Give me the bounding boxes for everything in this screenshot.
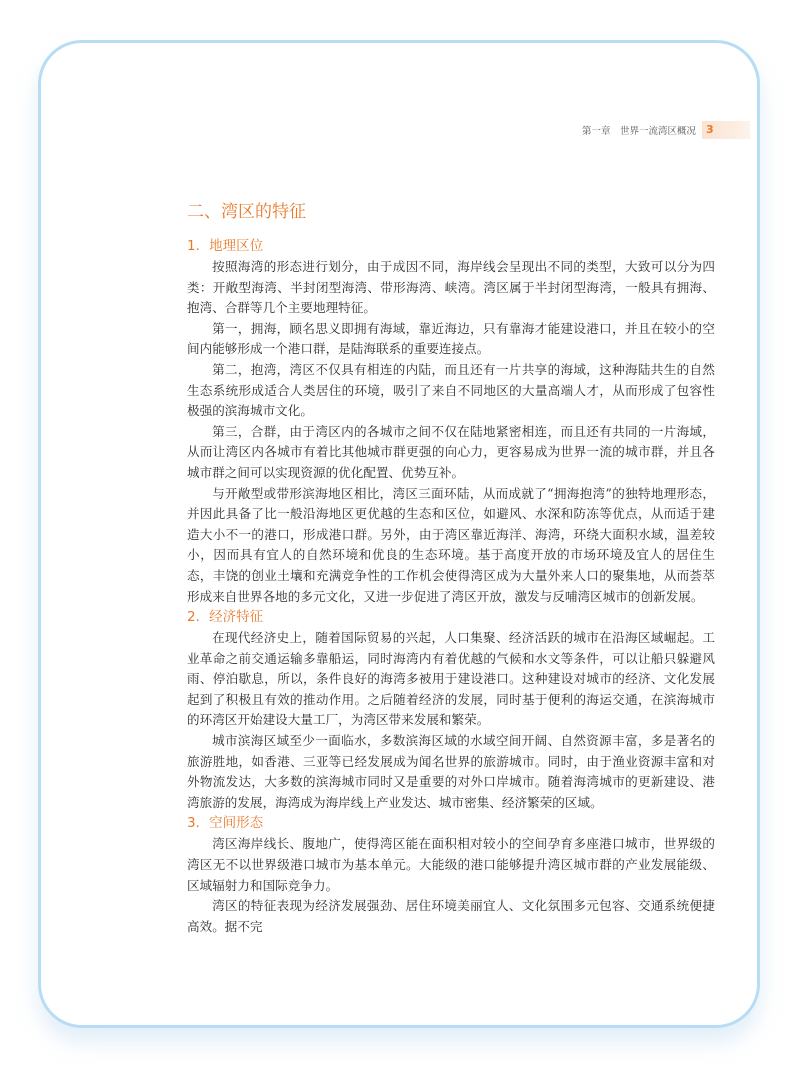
section-title: 二、湾区的特征 [187, 202, 306, 222]
paragraph: 在现代经济史上，随着国际贸易的兴起，人口集聚、经济活跃的城市在沿海区域崛起。工业革命之前交通运输多靠船运，同时海湾内有着优越的气候和水文等条件，可以让船只躲避风雨、停泊歇息，所以，条件良好的海湾多被用于建设港口。这种建设对城市的经济、文化发展起到了积极且有效的推动作用。之后随着经济的发展，同时基于便利的海运交通，在滨海城市的环湾区开始建设大量工厂，为湾区带来发展和繁荣。 [187, 630, 715, 728]
running-head [560, 121, 750, 139]
paragraph: 第二，抱湾，湾区不仅具有相连的内陆，而且还有一片共享的海域，这种海陆共生的自然生态系统形成适合人类居住的环境，吸引了来自不同地区的大量高端人才，从而形成了包容性极强的滨海城市文化。 [187, 361, 715, 419]
subsection-title: 3．空间形态 [187, 815, 264, 832]
subsection-title: 2．经济特征 [187, 609, 264, 626]
page-content [187, 200, 715, 937]
paragraph: 与开敞型或带形滨海地区相比，湾区三面环陆，从而成就了“拥海抱湾”的独特地理形态，并因此具备了比一般沿海地区更优越的生态和区位，如避风、水深和防冻等优点，从而适于建造大小不一的港口，形成港口群。另外，由于湾区靠近海洋、海湾，环绕大面积水域，温差较小，因而具有宜人的自然环境和优良的生态环境。基于高度开放的市场环境及宜人的居住生态，丰饶的创业土壤和充满竞争性的工作机会使得湾区成为大量外来人口的聚集地，从而荟萃形成来自世界各地的多元文化，又进一步促进了湾区开放，激发与反哺湾区城市的创新发展。 [187, 485, 715, 604]
paragraph: 湾区的特征表现为经济发展强劲、居住环境美丽宜人、文化氛围多元包容、交通系统便捷高效。据不完 [187, 898, 715, 934]
paragraph: 按照海湾的形态进行划分，由于成因不同，海岸线会呈现出不同的类型，大致可以分为四类：开敞型海湾、半封闭型海湾、带形海湾、峡湾。湾区属于半封闭型海湾，一般具有拥海、抱湾、合群等几个主要地理特征。 [187, 259, 715, 316]
page-number: 3 [702, 121, 750, 139]
paragraph: 城市滨海区域至少一面临水，多数滨海区域的水域空间开阔、自然资源丰富，多是著名的旅游胜地，如香港、三亚等已经发展成为闻名世界的旅游城市。同时，由于渔业资源丰富和对外物流发达，大多数的滨海城市同时又是重要的对外口岸城市。随着海湾城市的更新建设、港湾旅游的发展，海湾成为海岸线上产业发达、城市密集、经济繁荣的区域。 [187, 733, 715, 810]
subsection-title: 1．地理区位 [187, 238, 264, 254]
paragraph: 湾区海岸线长、腹地广，使得湾区能在面积相对较小的空间孕育多座港口城市，世界级的湾区无不以世界级港口城市为基本单元。大能级的港口能够提升湾区城市群的产业发展能级、区域辐射力和国际竞争力。 [187, 836, 715, 893]
paragraph: 第一，拥海，顾名思义即拥有海域，靠近海边，只有靠海才能建设港口，并且在较小的空间内能够形成一个港口群，是陆海联系的重要连接点。 [187, 320, 715, 357]
paragraph: 第三，合群，由于湾区内的各城市之间不仅在陆地紧密相连，而且还有共同的一片海域，从而让湾区内各城市有着比其他城市群更强的向心力，更容易成为世界一流的城市群，并且各城市群之间可以实现资源的优化配置、优势互补。 [187, 423, 715, 480]
chapter-title: 第一章 世界一流湾区概况 [581, 126, 696, 137]
